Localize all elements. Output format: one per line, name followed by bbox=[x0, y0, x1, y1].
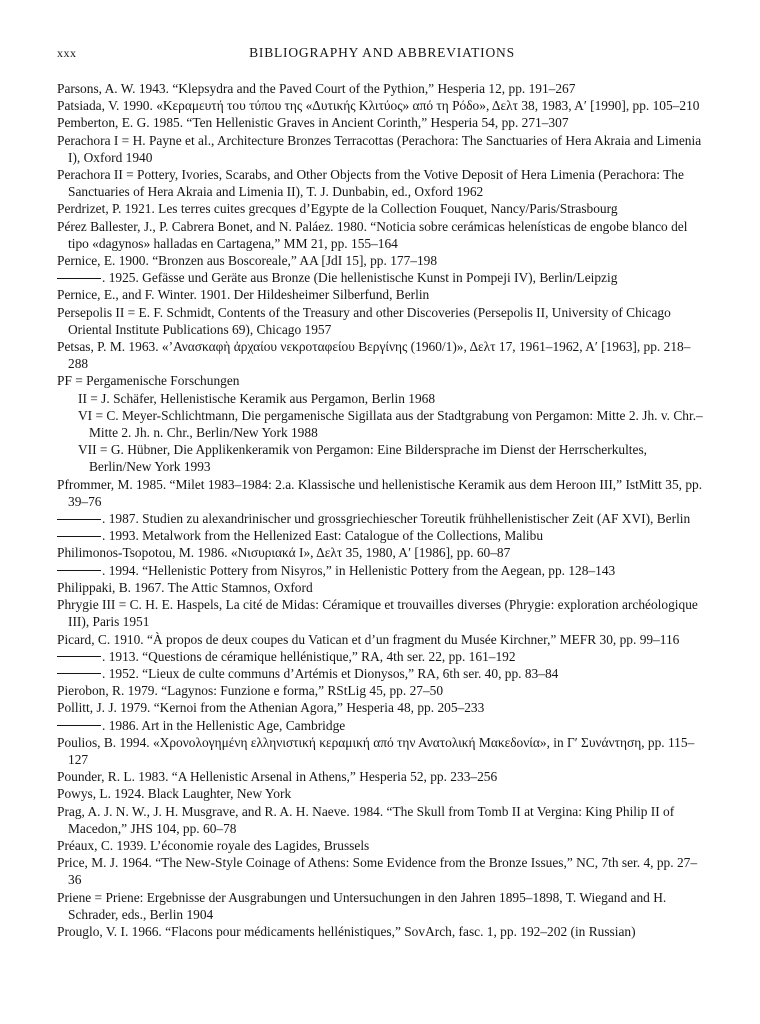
entry-text: Pernice, E., and F. Winter. 1901. Der Hildesheimer Silberfund, Berlin bbox=[57, 287, 430, 303]
bibliography-entry bbox=[57, 631, 707, 648]
bibliography-entry bbox=[57, 80, 707, 97]
bibliography-entry bbox=[57, 717, 707, 734]
entry-text: Philimonos-Tsopotou, M. 1986. «Νισυριακά Ι», Δελτ 35, 1980, Α′ [1986], pp. 60–87 bbox=[57, 545, 511, 561]
entry-text: Patsiada, V. 1990. «Κεραμευτή του τύπου της «Δυτικής Κλιτύος» από τη Ρόδο», Δελτ 38, 1983, Α′ [1990], pp. 105–210 bbox=[57, 98, 700, 114]
entry-text: VII = G. Hübner, Die Applikenkeramik von Pergamon: Eine Bildersprache im Dienst der Herrscherkultes, Berlin/New York 1993 bbox=[78, 442, 648, 475]
bibliography-entry bbox=[57, 579, 707, 596]
bibliography-entry bbox=[57, 132, 707, 166]
bibliography-entry bbox=[57, 372, 707, 389]
entry-text: . 1987. Studien zu alexandrinischer und grossgriechiescher Toreutik frühhellenistischer Zeit (AF XVI), Berlin bbox=[102, 511, 691, 527]
bibliography-entry bbox=[57, 562, 707, 579]
bibliography-entry bbox=[57, 338, 707, 372]
entry-text: Poulios, B. 1994. «Χρονολογημένη ελληνιστική κεραμική από την Ανατολική Μακεδονία», in Γ′ Συνάντηση, pp. 115–127 bbox=[57, 734, 695, 767]
page-number: xxx bbox=[57, 46, 77, 60]
bibliography-entry bbox=[57, 785, 707, 802]
entry-text: Parsons, A. W. 1943. “Klepsydra and the Paved Court of the Pythion,” Hesperia 12, pp. 191–267 bbox=[57, 81, 576, 96]
running-head: BIBLIOGRAPHY AND ABBREVIATIONS bbox=[249, 45, 515, 60]
bibliography-entry bbox=[57, 527, 707, 544]
bibliography-entry bbox=[57, 407, 707, 441]
bibliography-entry bbox=[57, 544, 707, 561]
bibliography-entry bbox=[57, 682, 707, 699]
bibliography-entry bbox=[57, 699, 707, 716]
entry-text: Pernice, E. 1900. “Bronzen aus Boscoreale,” AA [JdI 15], pp. 177–198 bbox=[57, 253, 438, 269]
bibliography-entry bbox=[57, 476, 707, 510]
entry-text: Perachora I = H. Payne et al., Architecture Bronzes Terracottas (Perachora: The Sanctuaries of Hera Akraia and Limenia I), Oxford 1940 bbox=[57, 132, 702, 165]
repeat-author-dash bbox=[57, 278, 101, 279]
entry-text: Phrygie III = C. H. E. Haspels, La cité de Midas: Céramique et trouvailles diverses (Phrygie: exploration archéologique III), Paris 1951 bbox=[57, 597, 698, 630]
bibliography-entry bbox=[57, 252, 707, 269]
bibliography-entry bbox=[57, 803, 707, 837]
bibliography-entry bbox=[57, 97, 707, 114]
entry-text: Pollitt, J. J. 1979. “Kernoi from the Athenian Agora,” Hesperia 48, pp. 205–233 bbox=[57, 700, 485, 716]
entry-text: VI = C. Meyer-Schlichtmann, Die pergamenische Sigillata aus der Stadtgrabung von Pergamon: Mitte 2. Jh. v. Chr.–Mitte 2. Jh. n. Chr., Berlin/New York 1988 bbox=[78, 407, 703, 441]
repeat-author-dash bbox=[57, 656, 101, 657]
bibliography-entry bbox=[57, 269, 707, 286]
entry-text: Prag, A. J. N. W., J. H. Musgrave, and R. A. H. Naeve. 1984. “The Skull from Tomb II at Vergina: King Philip II of Macedon,” JHS 104, pp. 60–78 bbox=[57, 803, 675, 836]
entry-text: Powys, L. 1924. Black Laughter, New York bbox=[57, 786, 292, 802]
entry-text: Perachora II = Pottery, Ivories, Scarabs, and Other Objects from the Votive Deposit of Hera Limenia (Perachora: The Sanctuaries of Hera Akraia and Limenia II), T. J. Dunbabin, ed., Oxford 1962 bbox=[57, 167, 684, 200]
entry-text: Picard, C. 1910. “À propos de deux coupes du Vatican et d’un fragment du Musée Kirchner,” MEFR 30, pp. 99–116 bbox=[57, 631, 680, 647]
repeat-author-dash bbox=[57, 673, 101, 674]
entry-text: Préaux, C. 1939. L’économie royale des Lagides, Brussels bbox=[57, 837, 370, 853]
bibliography-entry bbox=[57, 390, 707, 407]
entry-text: . 1994. “Hellenistic Pottery from Nisyros,” in Hellenistic Pottery from the Aegean, pp. 128–143 bbox=[102, 562, 616, 578]
entry-text: . 1925. Gefässe und Geräte aus Bronze (Die hellenistische Kunst in Pompeji IV), Berlin/Leipzig bbox=[102, 270, 618, 286]
entry-text: Persepolis II = E. F. Schmidt, Contents of the Treasury and other Discoveries (Persepolis II, University of Chicago Oriental Institute Publications 69), Chicago 1957 bbox=[57, 304, 671, 337]
bibliography-entry bbox=[57, 837, 707, 854]
entry-text: Petsas, P. M. 1963. «’Ανασκαφὴ ἀρχαίου νεκροταφείου Βεργίνης (1960/1)», Δελτ 17, 1961–1962, Α′ [1963], pp. 218–288 bbox=[57, 339, 691, 372]
entry-text: . 1993. Metalwork from the Hellenized East: Catalogue of the Collections, Malibu bbox=[102, 528, 544, 544]
bibliography-entry bbox=[57, 114, 707, 131]
entry-text: . 1952. “Lieux de culte communs d’Artémis et Dionysos,” RA, 6th ser. 40, pp. 83–84 bbox=[102, 665, 559, 681]
entry-text: Pierobon, R. 1979. “Lagynos: Funzione e forma,” RStLig 45, pp. 27–50 bbox=[57, 683, 444, 699]
entry-text: Pfrommer, M. 1985. “Milet 1983–1984: 2.a. Klassische und hellenistische Keramik aus dem Heroon III,” IstMitt 35, pp. 39–76 bbox=[57, 476, 703, 509]
entry-text: . 1986. Art in the Hellenistic Age, Cambridge bbox=[102, 717, 346, 733]
entry-text: II = J. Schäfer, Hellenistische Keramik aus Pergamon, Berlin 1968 bbox=[78, 390, 436, 406]
entry-text: Pérez Ballester, J., P. Cabrera Bonet, and N. Paláez. 1980. “Noticia sobre cerámicas helenísticas de engobe blanco del tipo «dagynos» halladas en Cartagena,” MM 21, pp. 155–164 bbox=[57, 218, 688, 251]
repeat-author-dash bbox=[57, 725, 101, 726]
entry-text: Pounder, R. L. 1983. “A Hellenistic Arsenal in Athens,” Hesperia 52, pp. 233–256 bbox=[57, 769, 498, 785]
bibliography-entry bbox=[57, 648, 707, 665]
page-header bbox=[57, 46, 707, 66]
entry-text: Pemberton, E. G. 1985. “Ten Hellenistic Graves in Ancient Corinth,” Hesperia 54, pp. 271–307 bbox=[57, 115, 569, 131]
bibliography-entry bbox=[57, 200, 707, 217]
bibliography-entry bbox=[57, 166, 707, 200]
bibliography-entry bbox=[57, 923, 707, 940]
repeat-author-dash bbox=[57, 536, 101, 537]
bibliography-entry bbox=[57, 304, 707, 338]
entry-text: Philippaki, B. 1967. The Attic Stamnos, Oxford bbox=[57, 579, 313, 595]
bibliography-entry bbox=[57, 596, 707, 630]
bibliography-entry bbox=[57, 854, 707, 888]
bibliography-entry bbox=[57, 768, 707, 785]
bibliography-list bbox=[57, 80, 707, 940]
entry-text: Prouglo, V. I. 1966. “Flacons pour médicaments hellénistiques,” SovArch, fasc. 1, pp. 192–202 (in Russian) bbox=[57, 923, 636, 939]
repeat-author-dash bbox=[57, 570, 101, 571]
entry-text: Priene = Priene: Ergebnisse der Ausgrabungen und Untersuchungen in den Jahren 1895–1898, T. Wiegand and H. Schrader, eds., Berlin 1904 bbox=[57, 889, 667, 922]
bibliography-entry bbox=[57, 665, 707, 682]
bibliography-entry bbox=[57, 218, 707, 252]
bibliography-entry bbox=[57, 286, 707, 303]
entry-text: Perdrizet, P. 1921. Les terres cuites grecques d’Egypte de la Collection Fouquet, Nancy/Paris/Strasbourg bbox=[57, 201, 618, 217]
bibliography-entry bbox=[57, 441, 707, 475]
entry-text: . 1913. “Questions de céramique hellénistique,” RA, 4th ser. 22, pp. 161–192 bbox=[102, 648, 516, 664]
entry-text: PF = Pergamenische Forschungen bbox=[57, 373, 240, 389]
entry-text: Price, M. J. 1964. “The New-Style Coinage of Athens: Some Evidence from the Bronze Issues,” NC, 7th ser. 4, pp. 27–36 bbox=[57, 855, 698, 888]
bibliography-entry bbox=[57, 734, 707, 768]
bibliography-entry bbox=[57, 889, 707, 923]
bibliography-entry bbox=[57, 510, 707, 527]
repeat-author-dash bbox=[57, 519, 101, 520]
